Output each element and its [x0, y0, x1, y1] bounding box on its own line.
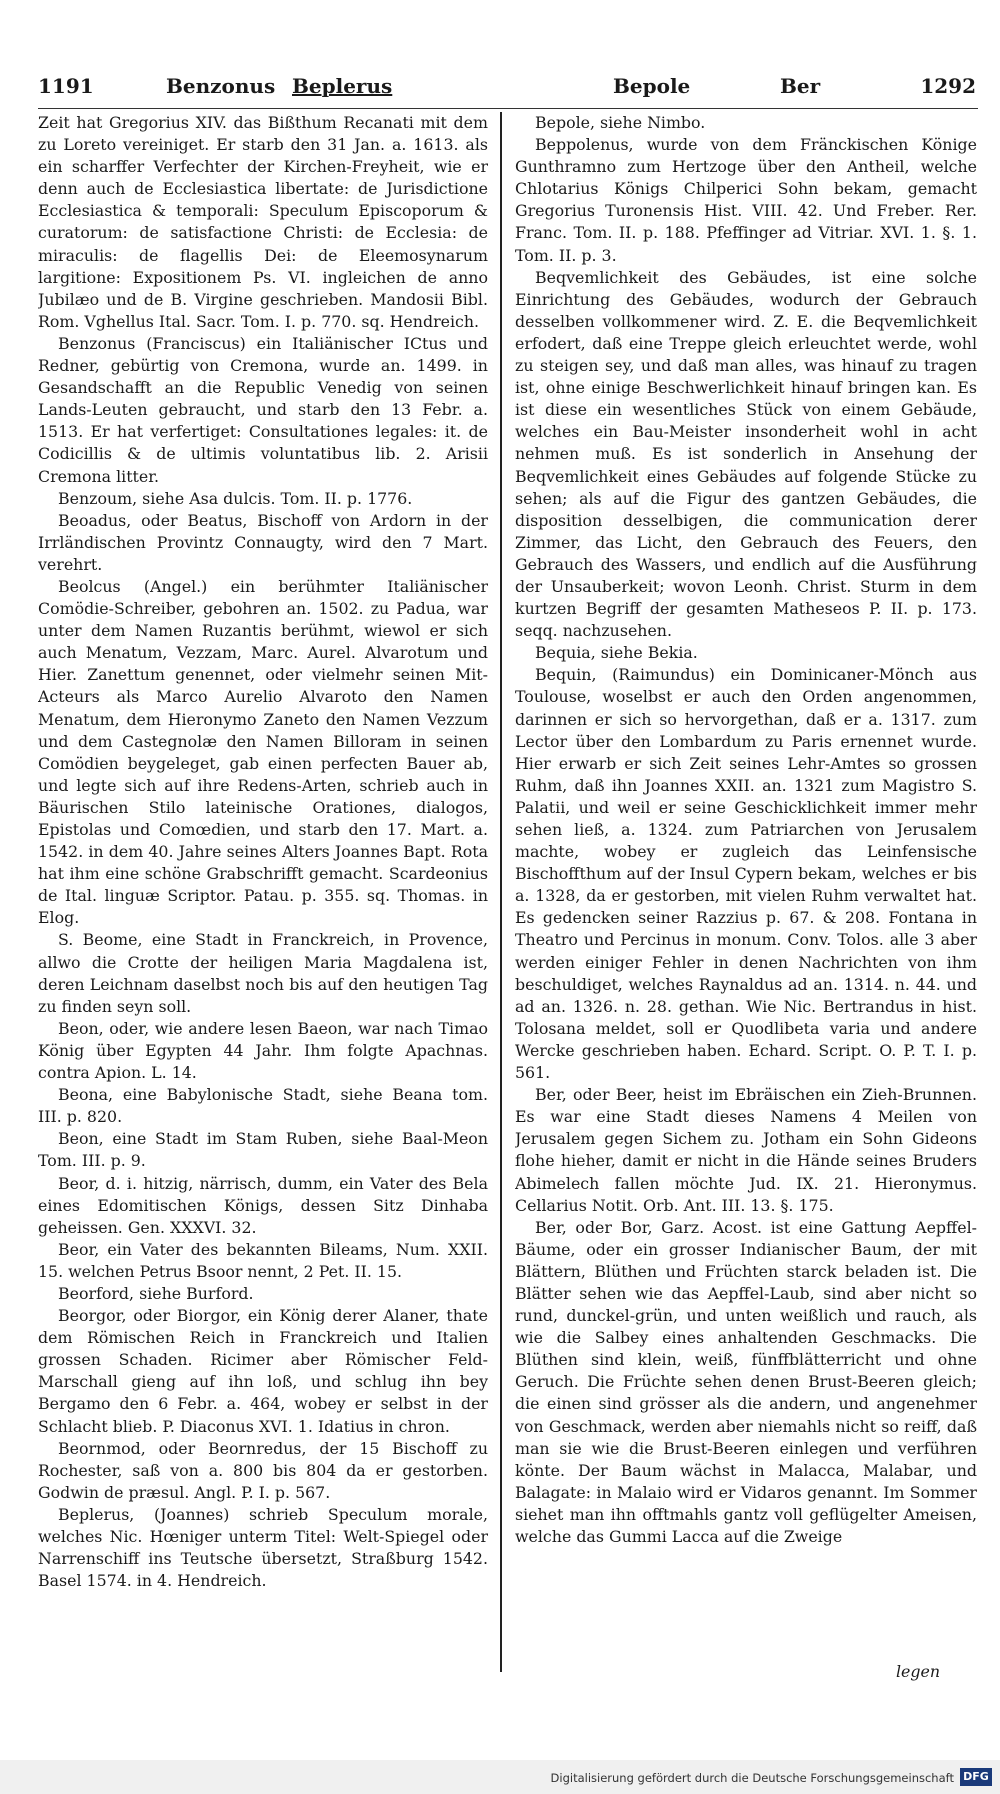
entry-paragraph: Beor, ein Vater des bekannten Bileams, Num. XXII. 15. welchen Petrus Bsoor nennt, 2 Pet. II. 15.: [38, 1239, 488, 1281]
entry-paragraph: Beppolenus, wurde von dem Fränckischen Könige Gunthramno zum Hertzoge über den Antheil, welche Chlotarius Königs Chilperici Sohn bekam, gemacht Gregorius Turonensis Hist. VIII. 42. Und Freber. Rer. Franc. Tom. II. p. 188. Pfeffinger ad Vitriar. XVI. 1. §. 1. Tom. II. p. 3.: [515, 135, 977, 265]
entry-paragraph: Beon, eine Stadt im Stam Ruben, siehe Baal-Meon Tom. III. p. 9.: [38, 1129, 488, 1171]
entry-paragraph: Bepole, siehe Nimbo.: [535, 113, 706, 132]
header-rule: [38, 108, 978, 109]
digitization-footer: [0, 1760, 1000, 1794]
left-header-word-2: Beplerus: [292, 74, 393, 98]
right-page-number: 1292: [920, 74, 976, 98]
catchword: legen: [895, 1662, 940, 1681]
entry-paragraph: Beon, oder, wie andere lesen Baeon, war nach Timao König über Egypten 44 Jahr. Ihm folgte Apachnas. contra Apion. L. 14.: [38, 1018, 488, 1083]
entry-paragraph: Bequia, siehe Bekia.: [535, 643, 698, 663]
entry-paragraph: Beplerus, (Joannes) schrieb Speculum morale, welches Nic. Hœniger unterm Titel: Welt-Spiegel oder Narrenschiff ins Teutsche übersetzt, Straßburg 1542. Basel 1574. in 4. Hendreich.: [38, 1504, 488, 1591]
right-header-word-1: Bepole: [613, 74, 691, 98]
entry-paragraph: Beqvemlichkeit des Gebäudes, ist eine solche Einrichtung des Gebäudes, wodurch der Gebrauch desselben vollkommener wird. Z. E. die Beqvemlichkeit erfodert, daß eine Treppe gleich erleuchtet werde, wohl zu steigen sey, und daß man alles, was hinauf zu tragen ist, ohne einige Beschwerlichkeit hinauf bringen kan. Es ist diese ein wesentliches Stück von einem Gebäude, welches ein Bau-Meister insonderheit wohl in acht nehmen muß. Es ist sonderlich in Ansehung der Beqvemlichkeit eines Gebäudes auf folgende Stücke zu sehen; als auf die Figur des gantzen Gebäudes, die disposition desselbigen, die communication derer Zimmer, das Licht, den Gebrauch des Feuers, den Gebrauch des Wassers, und endlich auf die Ausführung der Unsauberkeit; wovon Leonh. Christ. Sturm in dem kurtzen Begriff der gesamten Matheseos P. II. p. 173. seqq. nachzusehen.: [515, 267, 977, 641]
entry-paragraph: Beolcus (Angel.) ein berühmter Italiänischer Comödie-Schreiber, gebohren an. 1502. zu Padua, war unter dem Namen Ruzantis berühmt, wiewol er sich auch Menatum, Vezzam, Marc. Aurel. Alvarotum und Hier. Zanettum genennet, oder vielmehr seinen Mit-Acteurs als Marco Aurelio Alvaroto den Namen Menatum, dem Hieronymo Zaneto den Namen Vezzum und dem Castegnolæ den Namen Billoram in seinen Comödien beygeleget, gab einen perfecten Bauer ab, und legte sich auf ihre Redens-Arten, schrieb auch in Bäurischen Stilo lateinische Orationes, dialogos, Epistolas und Comœdien, und starb den 17. Mart. a. 1542. in dem 40. Jahre seines Alters Joannes Bapt. Rota hat ihm eine schöne Grabschrifft gemacht. Scardeonius de Ital. linguæ Scriptor. Patau. p. 355. sq. Thomas. in Elog.: [38, 576, 488, 928]
entry-paragraph: Zeit hat Gregorius XIV. das Bißthum Recanati mit dem zu Loreto vereiniget. Er starb den 31 Jan. a. 1613. als ein scharffer Verfechter der Kirchen-Freyheit, wie er denn auch de Ecclesiastica libertate: de Jurisdictione Ecclesiastica & temporali: Speculum Episcoporum & curatorum: de satisfactione Christi: de Ecclesia: de miraculis: de flagellis Dei: de Eleemosynarum largitione: Expositionem Ps. VI. ingleichen de anno Jubilæo und de B. Virgine geschrieben. Mandosii Bibl. Rom. Vghellus Ital. Sacr. Tom. I. p. 770. sq. Hendreich.: [38, 113, 488, 331]
entry-paragraph: Beornmod, oder Beornredus, der 15 Bischoff zu Rochester, saß von a. 800 bis 804 da er gestorben. Godwin de præsul. Angl. P. I. p. 567.: [38, 1438, 488, 1502]
entry-paragraph: Beoadus, oder Beatus, Bischoff von Ardorn in der Irrländischen Provintz Connaugty, wird den 7 Mart. verehrt.: [38, 510, 488, 574]
dfg-logo-icon: DFG: [960, 1768, 992, 1786]
column-divider: [500, 112, 502, 1672]
entry-paragraph: Benzonus (Franciscus) ein Italiänischer ICtus und Redner, gebürtig von Cremona, wurde an. 1499. in Gesandschafft an die Republic Venedig von seinen Lands-Leuten gebraucht, und starb den 13 Febr. a. 1513. Er hat verfertiget: Consultationes legales: it. de Codicillis & de ultimis voluntatibus lib. 2. Arisii Cremona litter.: [38, 333, 488, 486]
entry-paragraph: Ber, oder Bor, Garz. Acost. ist eine Gattung Aepffel-Bäume, oder ein grosser Indianischer Baum, der mit Blättern, Blüthen und Früchten starck beladen ist. Die Blätter sehen wie das Aepffel-Laub, sind aber nicht so rund, dunckel-grün, und unten weißlich und rauch, als wie die Salbey eines anhaltenden Geschmacks. Die Blüthen sind klein, weiß, fünffblätterricht und ohne Geruch. Die Früchte sehen denen Brust-Beeren gleich; die einen sind grösser als die andern, und angenehmer von Geschmack, werden aber niemahls nicht so reiff, daß man sie wie die Brust-Beeren einlegen und verführen könte. Der Baum wächst in Malacca, Malabar, und Balagate: in Malaio wird er Vidaros genannt. Im Sommer siehet man ihn offtmahls gantz voll geflügelter Ameisen, welche das Gummi Lacca auf die Zweige: [515, 1217, 977, 1546]
right-header-word-2: Ber: [780, 74, 821, 98]
left-page-number: 1191: [38, 74, 94, 98]
right-column: [515, 112, 977, 1672]
page-header: [38, 74, 976, 108]
funding-note: Digitalisierung gefördert durch die Deutsche Forschungsgemeinschaft: [550, 1771, 954, 1785]
left-column: [38, 112, 488, 1672]
entry-paragraph: Beona, eine Babylonische Stadt, siehe Beana tom. III. p. 820.: [38, 1085, 488, 1127]
left-header-word-1: Benzonus: [166, 74, 276, 98]
entry-paragraph: Bequin, (Raimundus) ein Dominicaner-Mönch aus Toulouse, woselbst er auch den Orden angenommen, darinnen er sich so hervorgethan, daß er a. 1317. zum Lector über den Lombardum zu Paris ernennet wurde. Hier erwarb er sich Zeit seines Lehr-Amtes so grossen Ruhm, daß ihn Joannes XXII. an. 1321 zum Magistro S. Palatii, und weil er seine Geschicklichkeit immer mehr sehen ließ, a. 1324. zum Patriarchen von Jerusalem machte, wobey er zugleich das Leinfensische Bischoffthum auf der Insul Cypern bekam, welches er bis a. 1328, da er gestorben, mit vielen Ruhm verwaltet hat. Es gedencken seiner Razzius p. 67. & 208. Fontana in Theatro und Percinus in monum. Conv. Tolos. alle 3 aber werden einiger Fehler in denen Nachrichten von ihm beschuldiget, welches Raynaldus ad an. 1314. n. 44. und ad an. 1326. n. 28. gethan. Wie Nic. Bertrandus in hist. Tolosana meldet, soll er Quodlibeta varia und andere Wercke geschrieben haben. Echard. Script. O. P. T. I. p. 561.: [515, 665, 977, 1083]
entry-paragraph: S. Beome, eine Stadt in Franckreich, in Provence, allwo die Crotte der heiligen Maria Magdalena ist, deren Leichnam daselbst noch bis auf den heutigen Tag zu finden seyn soll.: [38, 930, 488, 1016]
entry-paragraph: Beorgor, oder Biorgor, ein König derer Alaner, thate dem Römischen Reich in Franckreich und Italien grossen Schaden. Ricimer aber Römischer Feld-Marschall gieng auf ihn loß, und schlug ihn bey Bergamo den 6 Febr. a. 464, wobey er selbst in der Schlacht blieb. P. Diaconus XVI. 1. Idatius in chron.: [38, 1306, 488, 1436]
entry-paragraph: Benzoum, siehe Asa dulcis. Tom. II. p. 1776.: [58, 488, 413, 508]
entry-paragraph: Ber, oder Beer, heist im Ebräischen ein Zieh-Brunnen. Es war eine Stadt dieses Namens 4 Meilen von Jerusalem gegen Sichem zu. Jotham ein Sohn Gideons flohe hieher, damit er nicht in die Hände seines Bruders Abimelech fallen möchte Jud. IX. 21. Hieronymus. Cellarius Notit. Orb. Ant. III. 13. §. 175.: [515, 1085, 977, 1215]
entry-paragraph: Beor, d. i. hitzig, närrisch, dumm, ein Vater des Bela eines Edomitischen Königs, dessen Sitz Dinhaba geheissen. Gen. XXXVI. 32.: [38, 1173, 488, 1237]
entry-paragraph: Beorford, siehe Burford.: [58, 1283, 254, 1303]
